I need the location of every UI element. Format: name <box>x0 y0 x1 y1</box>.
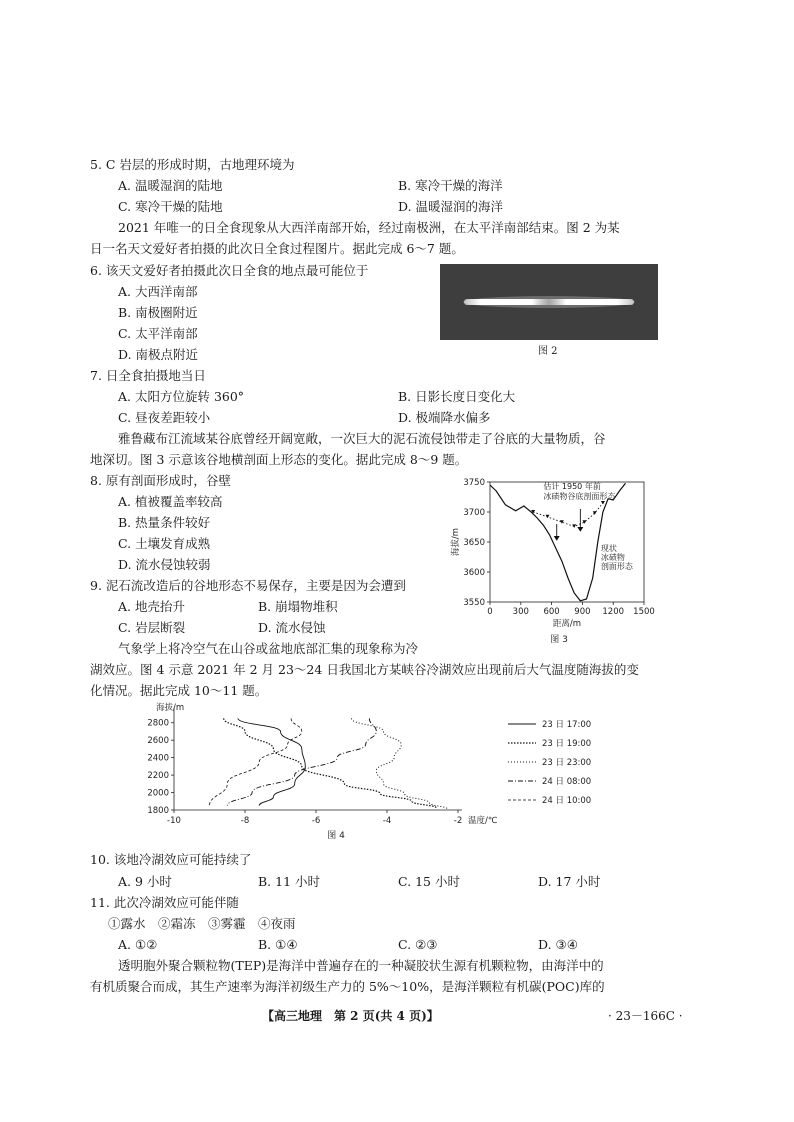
fig4-ytick-label: 2400 <box>147 753 169 764</box>
fig4-ytick-label: 2600 <box>147 736 169 747</box>
temperature-profile-chart <box>128 700 718 846</box>
valley-profile-chart <box>448 472 668 650</box>
fig3-ylabel: 海拔/m <box>451 527 461 557</box>
fig3-xtick-label: 300 <box>512 607 529 617</box>
fig3-1950-marker <box>545 515 549 519</box>
q6-option-c: C. 太平洋南部 <box>118 326 198 341</box>
fig3-xlabel: 距离/m <box>552 619 582 629</box>
q6-option-a: A. 大西洋南部 <box>118 284 198 299</box>
q10-stem: 10. 该地冷湖效应可能持续了 <box>90 852 252 867</box>
q11-items: ①露水 ②霜冻 ③雾霾 ④夜雨 <box>108 916 296 931</box>
q8-option-a: A. 植被覆盖率较高 <box>118 494 223 509</box>
q11-stem: 11. 此次冷湖效应可能伴随 <box>90 895 239 910</box>
q7-option-d: D. 极端降水偏多 <box>398 410 491 425</box>
fig4-legend-label-1: 23 日 17:00 <box>542 720 592 730</box>
passage1-line2: 日一名天文爱好者拍摄的此次日全食过程图片。据此完成 6～7 题。 <box>90 241 464 256</box>
fig4-legend-label-3: 23 日 23:00 <box>542 758 592 768</box>
passage4-line1: 透明胞外聚合颗粒物(TEP)是海洋中普遍存在的一种凝胶状生源有机颗粒物，由海洋中的 <box>118 958 604 973</box>
page-footer-code: · 23－166C · <box>608 1009 683 1023</box>
fig2-caption: 图 2 <box>538 346 558 357</box>
fig4-caption: 图 4 <box>327 831 345 841</box>
q10-option-b: B. 11 小时 <box>258 874 321 889</box>
q5-option-d: D. 温暖湿润的海洋 <box>398 199 504 214</box>
passage3-line1: 气象学上将冷空气在山谷或盆地底部汇集的现象称为冷 <box>118 641 419 656</box>
fig4-ytick-label: 2800 <box>147 718 169 729</box>
fig3-xtick-label: 1500 <box>633 607 655 617</box>
q9-stem: 9. 泥石流改造后的谷地形态不易保存，主要是因为会遭到 <box>90 578 406 593</box>
fig4-xtick-label: -2 <box>453 816 463 826</box>
fig3-arrow2-head <box>554 536 560 541</box>
fig3-caption: 图 3 <box>550 635 568 645</box>
fig3-ytick-label: 3650 <box>463 538 485 548</box>
q11-option-d: D. ③④ <box>538 937 578 952</box>
fig4-xlabel: 温度/℃ <box>468 816 498 826</box>
q11-option-c: C. ②③ <box>398 937 438 952</box>
fig4-series-1 <box>238 718 305 805</box>
q5-option-b: B. 寒冷干燥的海洋 <box>398 178 503 193</box>
eclipse-photo-graphic <box>440 264 658 340</box>
fig3-1950-marker <box>601 501 605 505</box>
q6-stem: 6. 该天文爱好者拍摄此次日全食的地点最可能位于 <box>90 263 369 278</box>
fig4-legend-label-5: 24 日 10:00 <box>542 796 592 806</box>
fig4-ytick-label: 1800 <box>147 806 169 816</box>
fig3-annotation-top-1: 估计 1950 年前 <box>543 482 601 491</box>
fig3-series-1950 <box>533 503 603 526</box>
fig3-xtick-label: 600 <box>543 607 560 617</box>
fig3-annotation-bottom-3: 剖面形态 <box>600 562 633 571</box>
fig3-ytick-label: 3700 <box>463 508 485 518</box>
passage2-line2: 地深切。图 3 示意该谷地横剖面上形态的变化。据此完成 8～9 题。 <box>90 452 468 467</box>
fig4-xtick-label: -6 <box>311 816 321 826</box>
passage1-line1: 2021 年唯一的日全食现象从大西洋南部开始，经过南极洲，在太平洋南部结束。图 2 为某 <box>118 220 620 235</box>
q6-option-b: B. 南极圈附近 <box>118 305 198 320</box>
fig4-series-5 <box>210 718 302 805</box>
fig3-ytick-label: 3600 <box>463 568 485 578</box>
fig3-ytick-label: 3750 <box>463 478 485 488</box>
q5-option-c: C. 寒冷干燥的陆地 <box>118 199 223 214</box>
passage3-line2: 湖效应。图 4 示意 2021 年 2 月 23～24 日我国北方某峡谷冷湖效应出现前后大气温度随海拔的变 <box>90 662 639 677</box>
q7-option-b: B. 日影长度日变化大 <box>398 389 516 404</box>
q11-option-b: B. ①④ <box>258 937 298 952</box>
fig4-series-3 <box>352 718 448 809</box>
fig4-legend-label-4: 24 日 08:00 <box>542 777 592 787</box>
q10-option-a: A. 9 小时 <box>118 874 172 889</box>
q8-option-c: C. 土壤发育成熟 <box>118 536 211 551</box>
q6-option-d: D. 南极点附近 <box>118 347 199 362</box>
q8-option-b: B. 热量条件较好 <box>118 515 211 530</box>
q10-option-d: D. 17 小时 <box>538 874 601 889</box>
fig4-ylabel: 海拔/m <box>156 703 185 713</box>
fig3-ytick-label: 3550 <box>463 598 485 608</box>
q10-option-c: C. 15 小时 <box>398 874 460 889</box>
fig4-xtick-label: -10 <box>167 816 181 826</box>
fig3-annotation-bottom-1: 现状 <box>600 544 617 553</box>
fig3-arrow-head <box>577 527 583 532</box>
fig3-xtick-label: 900 <box>574 607 591 617</box>
q5-option-a: A. 温暖湿润的陆地 <box>118 178 223 193</box>
q9-option-b: B. 崩塌物堆积 <box>258 599 338 614</box>
eclipse-photo <box>440 264 658 340</box>
q9-option-a: A. 地壳抬升 <box>118 599 185 614</box>
q11-option-a: A. ①② <box>118 937 158 952</box>
passage2-line1: 雅鲁藏布江流域某谷底曾经开阔宽敞，一次巨大的泥石流侵蚀带走了谷底的大量物质，谷 <box>118 431 606 446</box>
fig3-annotation-bottom-2: 冰碛物 <box>600 553 625 562</box>
q8-stem: 8. 原有剖面形成时，谷壁 <box>90 473 231 488</box>
fig3-annotation-top-2: 冰碛物谷底剖面形态 <box>543 492 616 501</box>
fig3-xtick-label: 0 <box>487 607 493 617</box>
q7-stem: 7. 日全食拍摄地当日 <box>90 368 206 383</box>
q9-option-d: D. 流水侵蚀 <box>258 620 326 635</box>
q7-option-a: A. 太阳方位旋转 360° <box>118 389 245 404</box>
fig4-xtick-label: -4 <box>382 816 392 826</box>
passage3-line3: 化情况。据此完成 10～11 题。 <box>90 683 268 698</box>
q7-option-c: C. 昼夜差距较小 <box>118 410 211 425</box>
fig4-legend-label-2: 23 日 19:00 <box>542 739 592 749</box>
q8-option-d: D. 流水侵蚀较弱 <box>118 557 211 572</box>
q9-option-c: C. 岩层断裂 <box>118 620 186 635</box>
fig4-ytick-label: 2000 <box>147 788 169 799</box>
page-footer-title: 【高三地理 第 2 页(共 4 页)】 <box>262 1009 439 1023</box>
fig4-xtick-label: -8 <box>240 816 250 826</box>
fig3-xtick-label: 1200 <box>602 607 625 617</box>
passage4-line2: 有机质聚合而成，其生产速率为海洋初级生产力的 5%～10%，是海洋颗粒有机碳(POC)库的 <box>90 979 605 994</box>
fig4-ytick-label: 2200 <box>147 771 169 782</box>
q5-stem: 5. C 岩层的形成时期，古地理环境为 <box>90 157 295 172</box>
